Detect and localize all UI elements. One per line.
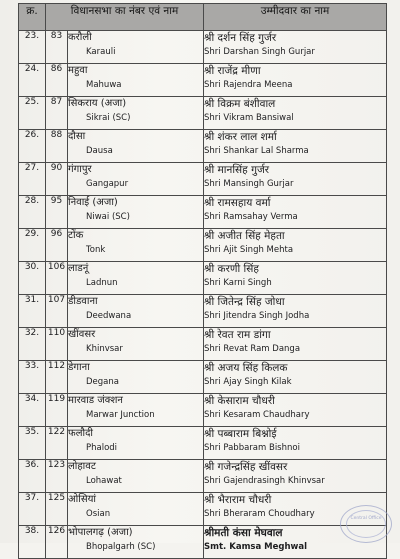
constituency-name-english: Khinvsar — [86, 344, 123, 354]
constituency-cell — [68, 361, 204, 394]
constituency-cell — [68, 262, 204, 295]
constituency-name-english: Niwai (SC) — [86, 212, 130, 222]
constituency-name-english: Dausa — [86, 146, 113, 156]
stamp-inner-ring — [346, 510, 386, 538]
serial-number: 24. — [19, 64, 46, 97]
constituency-name-hindi: डेगाना — [68, 362, 90, 373]
constituency-name-english: Lohawat — [86, 476, 122, 486]
table-row — [19, 262, 387, 295]
candidate-cell — [204, 163, 387, 196]
candidate-name-hindi: श्री अजीत सिंह मेहता — [204, 230, 285, 242]
candidate-cell — [204, 229, 387, 262]
constituency-name-english: Tonk — [86, 245, 106, 255]
constituency-name-english: Phalodi — [86, 443, 118, 453]
candidate-cell — [204, 31, 387, 64]
header-constituency: विधानसभा का नंबर एवं नाम — [46, 4, 204, 31]
constituency-number: 123 — [46, 460, 68, 493]
constituency-name-english: Sikrai (SC) — [86, 113, 131, 123]
constituency-name-hindi: लोहावट — [68, 461, 96, 472]
constituency-name-english: Ladnun — [86, 278, 118, 288]
candidate-cell — [204, 295, 387, 328]
candidate-cell — [204, 427, 387, 460]
candidate-cell — [204, 262, 387, 295]
candidate-cell — [204, 394, 387, 427]
candidate-name-english: Shri Vikram Bansiwal — [204, 113, 294, 123]
candidate-name-hindi: श्री करणी सिंह — [204, 263, 259, 275]
constituency-cell — [68, 31, 204, 64]
serial-number: 30. — [19, 262, 46, 295]
table-row — [19, 361, 387, 394]
constituency-cell — [68, 163, 204, 196]
header-serial-no: क्र. — [19, 4, 46, 31]
constituency-name-english: Marwar Junction — [86, 410, 155, 420]
serial-number: 28. — [19, 196, 46, 229]
constituency-name-english: Mahuwa — [86, 80, 122, 90]
constituency-number: 87 — [46, 97, 68, 130]
serial-number: 32. — [19, 328, 46, 361]
constituency-name-english: Deedwana — [86, 311, 132, 321]
serial-number: 27. — [19, 163, 46, 196]
stamp-text: Central Office — [350, 516, 382, 521]
candidate-name-english: Shri Bheraram Choudhary — [204, 509, 315, 519]
constituency-number: 107 — [46, 295, 68, 328]
serial-number: 35. — [19, 427, 46, 460]
candidate-name-hindi: श्री दर्शन सिंह गुर्जर — [204, 32, 277, 44]
candidate-name-hindi: श्रीमती कंसा मेघवाल — [204, 527, 283, 539]
candidate-name-hindi: श्री गजेन्द्रसिंह खींवसर — [204, 461, 288, 473]
candidate-name-english: Shri Shankar Lal Sharma — [204, 146, 309, 156]
constituency-name-hindi: डीडवाना — [68, 296, 98, 307]
serial-number: 37. — [19, 493, 46, 526]
table-row — [19, 493, 387, 526]
constituency-name-hindi: दौसा — [68, 131, 86, 142]
table-header — [19, 4, 387, 31]
constituency-name-hindi: निवाई (अजा) — [68, 197, 118, 208]
constituency-name-hindi: लाडनूं — [68, 263, 89, 274]
table-row — [19, 295, 387, 328]
constituency-name-hindi: सिकराय (अजा) — [68, 98, 127, 109]
constituency-cell — [68, 97, 204, 130]
candidate-name-english: Shri Karni Singh — [204, 278, 272, 288]
office-stamp — [340, 505, 392, 543]
candidate-name-hindi: श्री भैराराम चौधरी — [204, 494, 272, 506]
constituency-name-hindi: करौली — [68, 32, 92, 43]
constituency-name-hindi: गंगापुर — [68, 164, 92, 175]
candidate-cell — [204, 130, 387, 163]
constituency-number: 119 — [46, 394, 68, 427]
candidate-name-hindi: श्री जितेन्द्र सिंह जोधा — [204, 296, 285, 308]
table-row — [19, 394, 387, 427]
constituency-cell — [68, 229, 204, 262]
table-row — [19, 328, 387, 361]
candidate-name-english: Shri Ramsahay Verma — [204, 212, 298, 222]
table-row — [19, 64, 387, 97]
candidate-cell — [204, 328, 387, 361]
candidate-name-hindi: श्री रामसहाय वर्मा — [204, 197, 271, 209]
constituency-number: 112 — [46, 361, 68, 394]
constituency-number: 88 — [46, 130, 68, 163]
constituency-name-english: Karauli — [86, 47, 116, 57]
candidate-name-english: Shri Darshan Singh Gurjar — [204, 47, 315, 57]
constituency-number: 125 — [46, 493, 68, 526]
constituency-number: 110 — [46, 328, 68, 361]
table-row — [19, 31, 387, 64]
constituency-name-hindi: ओसियां — [68, 494, 96, 505]
constituency-name-english: Osian — [86, 509, 111, 519]
constituency-number: 106 — [46, 262, 68, 295]
table-row — [19, 97, 387, 130]
candidate-list-table — [18, 3, 387, 559]
constituency-cell — [68, 64, 204, 97]
constituency-name-hindi: भोपालगढ़ (अजा) — [68, 527, 133, 538]
table-body — [19, 31, 387, 559]
candidate-name-hindi: श्री शंकर लाल शर्मा — [204, 131, 277, 143]
table-row — [19, 130, 387, 163]
table-row — [19, 229, 387, 262]
constituency-cell — [68, 427, 204, 460]
constituency-number: 90 — [46, 163, 68, 196]
constituency-cell — [68, 460, 204, 493]
candidate-cell — [204, 64, 387, 97]
candidate-cell — [204, 460, 387, 493]
candidate-name-hindi: श्री विक्रम बंशीवाल — [204, 98, 276, 110]
constituency-name-hindi: महुवा — [68, 65, 88, 76]
candidate-name-hindi: श्री मानसिंह गुर्जर — [204, 164, 270, 176]
table-row — [19, 427, 387, 460]
constituency-cell — [68, 130, 204, 163]
constituency-cell — [68, 295, 204, 328]
constituency-cell — [68, 394, 204, 427]
constituency-name-hindi: खींवसर — [68, 329, 96, 340]
constituency-number: 96 — [46, 229, 68, 262]
candidate-name-english: Shri Rajendra Meena — [204, 80, 293, 90]
serial-number: 26. — [19, 130, 46, 163]
candidate-name-english: Shri Jitendra Singh Jodha — [204, 311, 310, 321]
candidate-cell — [204, 361, 387, 394]
constituency-name-english: Gangapur — [86, 179, 129, 189]
candidate-name-english: Shri Ajit Singh Mehta — [204, 245, 294, 255]
candidate-name-english: Shri Ajay Singh Kilak — [204, 377, 292, 387]
candidate-name-english: Shri Revat Ram Danga — [204, 344, 301, 354]
constituency-cell — [68, 526, 204, 559]
serial-number: 36. — [19, 460, 46, 493]
constituency-name-hindi: मारवाड जंक्शन — [68, 395, 123, 406]
constituency-name-english: Bhopalgarh (SC) — [86, 542, 156, 552]
serial-number: 25. — [19, 97, 46, 130]
table-row — [19, 196, 387, 229]
candidate-name-hindi: श्री अजय सिंह किलक — [204, 362, 288, 374]
constituency-number: 86 — [46, 64, 68, 97]
candidate-name-english: Shri Gajendrasingh Khinvsar — [204, 476, 325, 486]
constituency-number: 83 — [46, 31, 68, 64]
serial-number: 31. — [19, 295, 46, 328]
constituency-name-english: Degana — [86, 377, 119, 387]
serial-number: 34. — [19, 394, 46, 427]
candidate-name-english: Shri Pabbaram Bishnoi — [204, 443, 300, 453]
constituency-number: 122 — [46, 427, 68, 460]
constituency-cell — [68, 328, 204, 361]
candidate-name-english: Shri Mansingh Gurjar — [204, 179, 294, 189]
table-row — [19, 526, 387, 559]
candidate-cell — [204, 97, 387, 130]
candidate-cell — [204, 196, 387, 229]
serial-number: 33. — [19, 361, 46, 394]
candidate-name-english: Smt. Kamsa Meghwal — [204, 542, 308, 552]
constituency-name-hindi: फलौदी — [68, 428, 93, 439]
serial-number: 29. — [19, 229, 46, 262]
constituency-number: 126 — [46, 526, 68, 559]
constituency-cell — [68, 196, 204, 229]
candidate-name-hindi: श्री पब्बाराम बिश्नोई — [204, 428, 277, 440]
candidate-name-english: Shri Kesaram Chaudhary — [204, 410, 310, 420]
constituency-name-hindi: टोंक — [68, 230, 84, 241]
table-row — [19, 163, 387, 196]
serial-number: 23. — [19, 31, 46, 64]
header-candidate: उम्मीदवार का नाम — [204, 4, 387, 31]
constituency-number: 95 — [46, 196, 68, 229]
candidate-name-hindi: श्री केसाराम चौधरी — [204, 395, 275, 407]
candidate-name-hindi: श्री राजेंद्र मीणा — [204, 65, 261, 77]
constituency-cell — [68, 493, 204, 526]
serial-number: 38. — [19, 526, 46, 559]
table-row — [19, 460, 387, 493]
candidate-name-hindi: श्री रेवत राम डांगा — [204, 329, 271, 341]
